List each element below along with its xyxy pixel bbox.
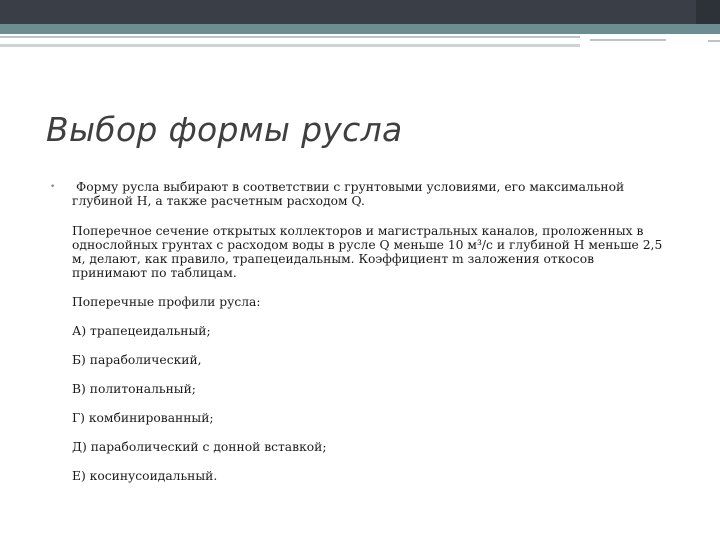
slide-body — [50, 180, 672, 483]
decorative-line — [590, 39, 666, 41]
paragraph-cross-section: Поперечное сечение открытых коллекторов и магистральных каналов, проложенных в однослойных грунтах с расходом воды в русле Q меньше 10 м³/с и глубиной H меньше 2,5 м, делают, как правило, трапецеидальным. Коэффициент m заложения откосов принимают по таблицам. — [72, 224, 663, 280]
decorative-line — [708, 40, 720, 42]
decorative-line — [0, 36, 580, 38]
list-item: Д) параболический с донной вставкой; — [72, 440, 327, 454]
list-item: Г) комбинированный; — [72, 411, 214, 425]
paragraph-intro: Форму русла выбирают в соответствии с грунтовыми условиями, его максимальной глубиной H, а также расчетным расходом Q. — [72, 180, 625, 208]
top-decoration-bar — [0, 0, 720, 24]
profiles-heading: Поперечные профили русла: — [72, 295, 261, 309]
accent-band — [0, 24, 720, 34]
list-item: Е) косинусоидальный. — [72, 469, 218, 483]
list-item: А) трапецеидальный; — [72, 324, 211, 338]
bullet-icon: • — [50, 182, 56, 192]
slide-title: Выбор формы русла — [46, 110, 403, 149]
top-right-decoration — [696, 0, 720, 24]
profiles-list — [72, 324, 672, 483]
list-item: В) политональный; — [72, 382, 196, 396]
list-item: Б) параболический, — [72, 353, 202, 367]
decorative-line — [0, 44, 580, 47]
